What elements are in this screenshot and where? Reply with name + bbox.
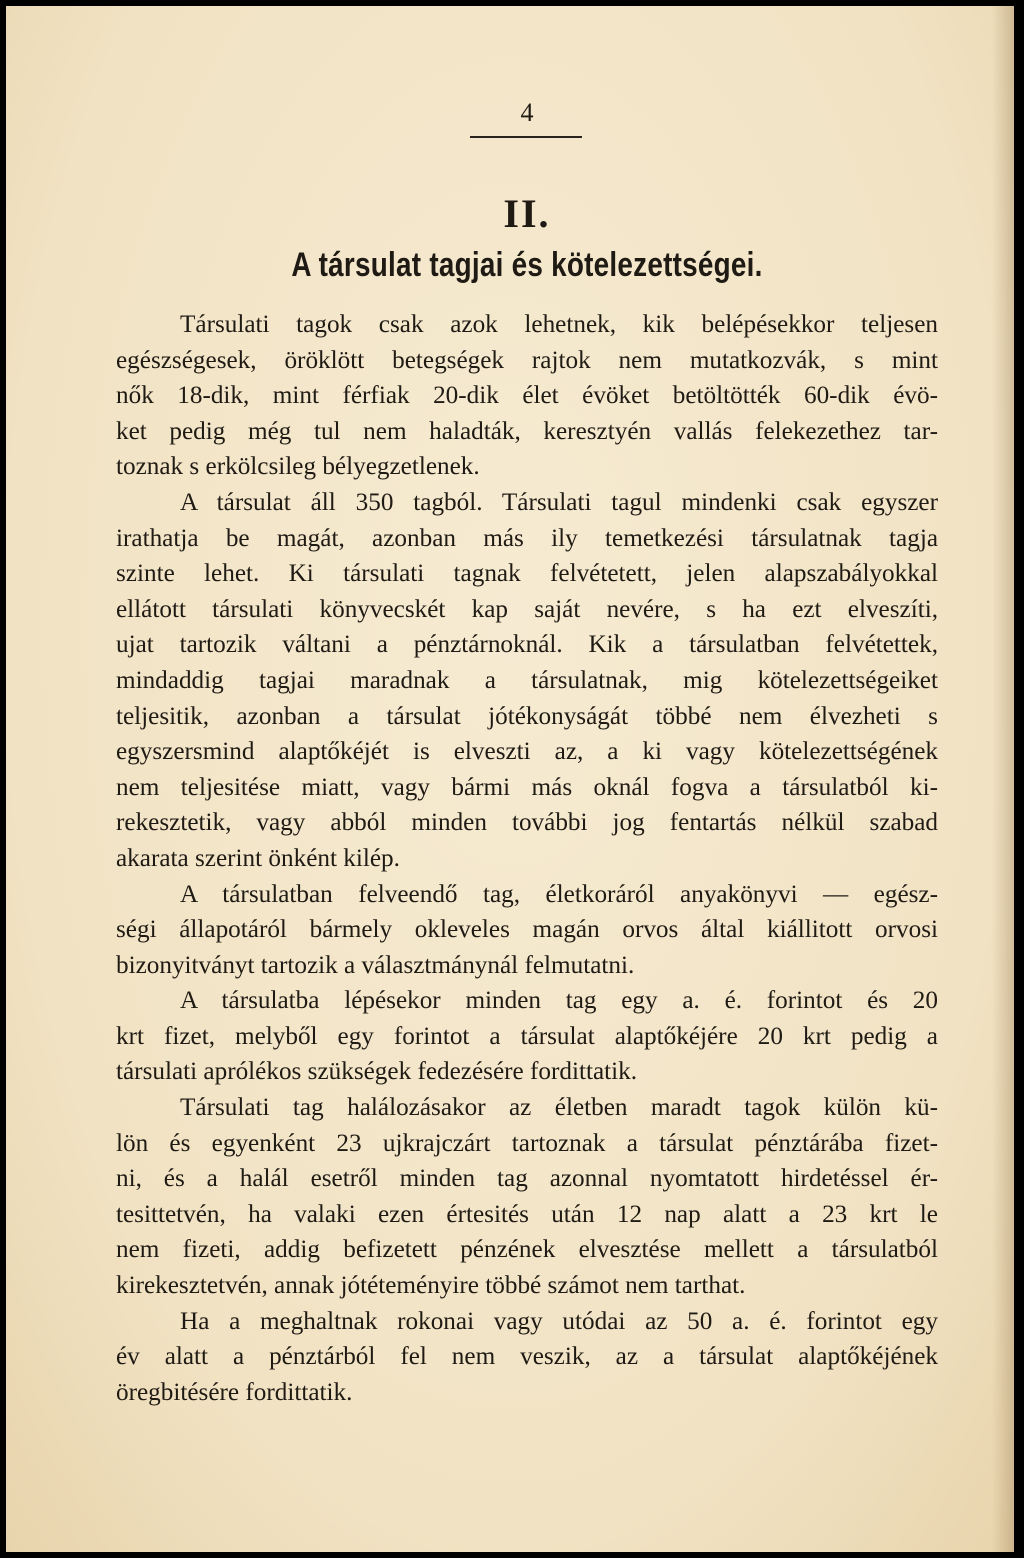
page-number: 4 — [520, 98, 534, 127]
text-line: tesittetvén, ha valaki ezen értesités után 12 nap alatt a 23 krt le — [116, 1200, 938, 1228]
text-line: szinte lehet. Ki társulati tagnak felvétetett, jelen alapszabályokkal — [116, 560, 938, 588]
page-edge-shadow — [992, 6, 1014, 1552]
book-page — [6, 6, 1014, 1552]
text-line: irathatja be magát, azonban más ily temetkezési társulatnak tagja — [116, 524, 938, 552]
section-title: A társulat tagjai és kötelezettségei. — [291, 246, 763, 284]
text-line: ellátott társulati könyvecskét kap saját nevére, s ha ezt elveszíti, — [116, 595, 938, 623]
text-line: bizonyitványt tartozik a választmánynál felmutatni. — [116, 951, 635, 979]
text-line: akarata szerint önként kilép. — [116, 844, 400, 872]
text-line: Ha a meghaltnak rokonai vagy utódai az 50 a. é. forintot egy — [180, 1307, 938, 1335]
text-line: A társulatba lépésekor minden tag egy a. é. forintot és 20 — [180, 987, 938, 1015]
text-line: mindaddig tagjai maradnak a társulatnak, mig kötelezettségeiket — [116, 666, 938, 694]
text-line: teljesitik, azonban a társulat jótékonyságát többé nem élvezheti s — [116, 702, 938, 730]
text-line: ségi állapotáról bármely okleveles magán orvos által kiállitott orvosi — [116, 916, 938, 944]
section-number: II. — [503, 191, 551, 236]
text-line: lön és egyenként 23 ujkrajczárt tartoznak a társulat pénztárába fizet- — [116, 1129, 938, 1157]
text-line: kirekesztetvén, annak jótéteményire többé számot nem tarthat. — [116, 1272, 746, 1300]
text-line: ni, és a halál esetről minden tag azonnal nyomtatott hirdetéssel ér- — [116, 1165, 938, 1193]
page-number-rule — [470, 136, 582, 138]
text-line: ujat tartozik váltani a pénztárnoknál. Kik a társulatban felvétettek, — [116, 631, 938, 659]
text-line: év alatt a pénztárból fel nem veszik, az a társulat alaptőkéjének — [116, 1343, 938, 1371]
text-line: egyszersmind alaptőkéjét is elveszti az, a ki vagy kötelezettségének — [116, 738, 938, 766]
text-line: A társulatban felveendő tag, életkoráról anyakönyvi — egész- — [180, 880, 938, 908]
text-line: nők 18-dik, mint férfiak 20-dik élet évöket betöltötték 60-dik évö- — [116, 382, 938, 410]
text-line: Társulati tagok csak azok lehetnek, kik belépésekkor teljesen — [180, 311, 938, 338]
text-line: Társulati tag halálozásakor az életben maradt tagok külön kü- — [180, 1094, 938, 1122]
text-line: társulati aprólékos szükségek fedezésére fordittatik. — [116, 1058, 638, 1086]
text-line: nem teljesitése miatt, vagy bármi más oknál fogva a társulatból ki- — [116, 773, 938, 801]
text-line: ket pedig még tul nem haladták, keresztyén vallás felekezethez tar- — [116, 417, 938, 445]
text-line: öregbitésére fordittatik. — [116, 1378, 353, 1406]
text-line: rekesztetik, vagy abból minden további jog fentartás nélkül szabad — [116, 809, 938, 837]
body-text — [116, 307, 938, 1410]
text-line: krt fizet, melyből egy forintot a társulat alaptőkéjére 20 krt pedig a — [116, 1022, 938, 1050]
text-line: egészségesek, öröklött betegségek rajtok nem mutatkozvák, s mint — [116, 346, 938, 374]
text-line: A társulat áll 350 tagból. Társulati tagul mindenki csak egyszer — [180, 488, 938, 516]
text-line: toznak s erkölcsileg bélyegzetlenek. — [116, 453, 480, 481]
text-line: nem fizeti, addig befizetett pénzének elvesztése mellett a társulatból — [116, 1236, 938, 1264]
